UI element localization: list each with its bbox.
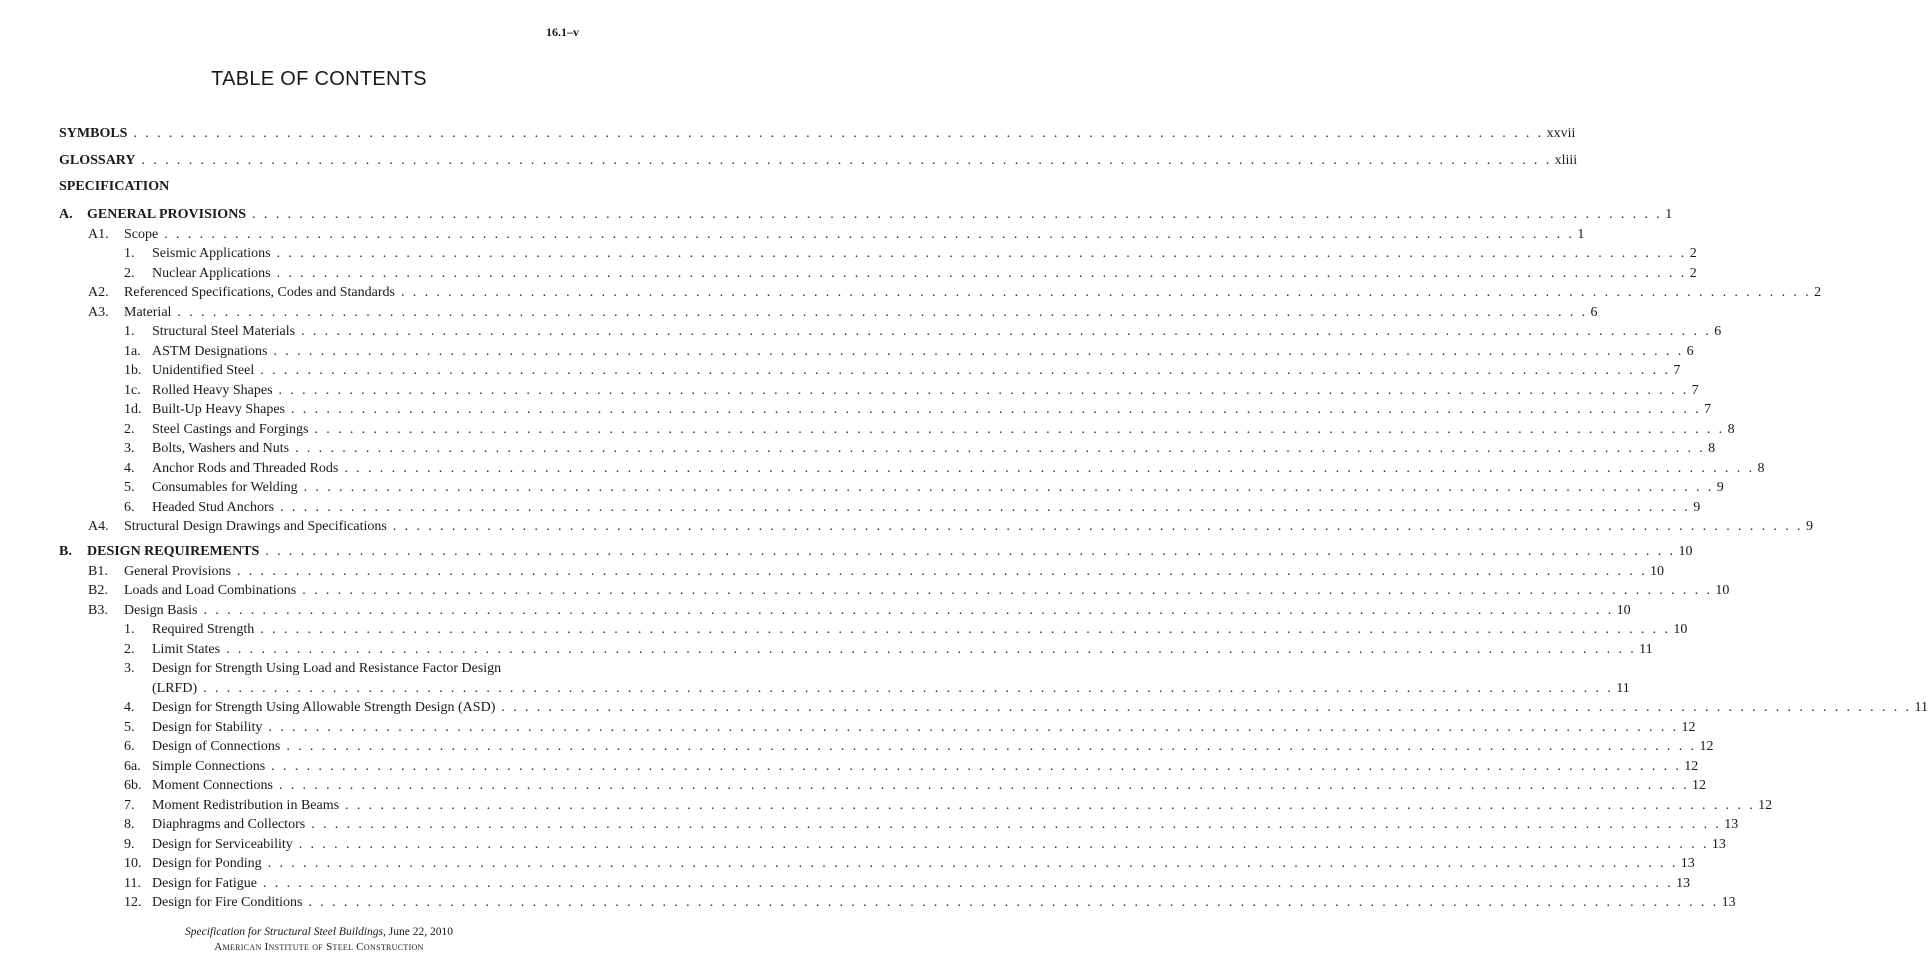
entry-title: Unidentified Steel: [152, 363, 255, 378]
entry-title: ASTM Designations: [152, 343, 268, 359]
dot-leader: . . . . . . . . . . . . . . . . . . . . . . . . . . . . . . . . . . . . . . . . . . . . . . . . . . . . . . . . . . . . . . . . . . . . . . . . . . . . . . . . . . . . . . . . . . . . . . . . . . . . . . . . . . . . . . . . . . . . . . . .: [226, 641, 1637, 657]
entry-title: Material: [124, 304, 172, 320]
entry-title: Built-Up Heavy Shapes: [152, 402, 285, 417]
dot-leader: . . . . . . . . . . . . . . . . . . . . . . . . . . . . . . . . . . . . . . . . . . . . . . . . . . . . . . . . . . . . . . . . . . . . . . . . . . . . . . . . . . . . . . . . . . . . . . . . . . . . . . . . . . . . . . . . . . . . . . . .: [290, 402, 1702, 417]
toc-entry: [0, 439, 1716, 458]
dot-leader: . . . . . . . . . . . . . . . . . . . . . . . . . . . . . . . . . . . . . . . . . . . . . . . . . . . . . . . . . . . . . . . . . . . . . . . . . . . . . . . . . . . . . . . . . . . . . . . . . . . . . . . . . . . . . . . . . . . . . . . .: [271, 758, 1682, 774]
dot-leader: . . . . . . . . . . . . . . . . . . . . . . . . . . . . . . . . . . . . . . . . . . . . . . . . . . . . . . . . . . . . . . . . . . . . . . . . . . . . . . . . . . . . . . . . . . . . . . . . . . . . . . . . . . . . . . . . . . . . . . . .: [252, 207, 1663, 222]
toc-entry: [0, 381, 1699, 400]
entry-page: 10: [1678, 544, 1693, 559]
entry-number: A2.: [88, 285, 109, 300]
dot-leader: . . . . . . . . . . . . . . . . . . . . . . . . . . . . . . . . . . . . . . . . . . . . . . . . . . . . . . . . . . . . . . . . . . . . . . . . . . . . . . . . . . . . . . . . . . . . . . . . . . . . . . . . . . . . . . . . . . . . . . . .: [276, 265, 1687, 281]
dot-leader: . . . . . . . . . . . . . . . . . . . . . . . . . . . . . . . . . . . . . . . . . . . . . . . . . . . . . . . . . . . . . . . . . . . . . . . . . . . . . . . . . . . . . . . . . . . . . . . . . . . . . . . . . . . . . . . . . . . . . . . .: [236, 563, 1648, 579]
entry-number: 11.: [124, 875, 141, 891]
toc-entry: [0, 874, 1691, 893]
toc-entry: [0, 620, 1688, 639]
specification-heading: [0, 177, 638, 196]
toc-entry: [0, 322, 1722, 341]
toc-entry: [0, 244, 1697, 263]
entry-page: 11: [1616, 680, 1630, 696]
entry-title: SPECIFICATION: [59, 179, 170, 194]
entry-title: Structural Steel Materials: [152, 324, 296, 339]
entry-title: Diaphragms and Collectors: [152, 817, 306, 832]
dot-leader: . . . . . . . . . . . . . . . . . . . . . . . . . . . . . . . . . . . . . . . . . . . . . . . . . . . . . . . . . . . . . . . . . . . . . . . . . . . . . . . . . . . . . . . . . . . . . . . . . . . . . . . . . . . . . . . . . . . . . . . .: [344, 460, 1755, 476]
toc-entry: [0, 498, 1701, 517]
dot-leader: . . . . . . . . . . . . . . . . . . . . . . . . . . . . . . . . . . . . . . . . . . . . . . . . . . . . . . . . . . . . . . . . . . . . . . . . . . . . . . . . . . . . . . . . . . . . . . . . . . . . . . . . . . . . . . . . . . . . . . . .: [141, 153, 1552, 168]
entry-number: 10.: [124, 856, 142, 871]
entry-number: 3.: [124, 661, 135, 676]
toc-entry-b1: [0, 562, 1665, 581]
entry-page: 12: [1692, 778, 1707, 793]
entry-title: Moment Redistribution in Beams: [152, 797, 340, 813]
entry-title: Nuclear Applications: [152, 265, 271, 281]
entry-page: 10: [1673, 622, 1688, 637]
entry-page: 8: [1757, 460, 1765, 476]
entry-title: Design for Ponding: [152, 856, 262, 871]
entry-title: SYMBOLS: [59, 126, 128, 141]
entry-page: 7: [1673, 363, 1681, 378]
entry-title: Design for Strength Using Allowable Strength Design (ASD): [152, 700, 496, 715]
entry-page: 1: [1665, 207, 1673, 222]
toc-entry-a4: [0, 517, 1813, 536]
entry-title: Rolled Heavy Shapes: [152, 382, 273, 398]
dot-leader: . . . . . . . . . . . . . . . . . . . . . . . . . . . . . . . . . . . . . . . . . . . . . . . . . . . . . . . . . . . . . . . . . . . . . . . . . . . . . . . . . . . . . . . . . . . . . . . . . . . . . . . . . . . . . . . . . . . . . . . .: [278, 382, 1689, 398]
entry-page: 8: [1727, 421, 1735, 437]
toc-entry: [0, 361, 1681, 380]
entry-page: 2: [1689, 265, 1697, 281]
footer-publisher: [0, 941, 638, 953]
entry-page: 8: [1708, 441, 1716, 456]
dot-leader: . . . . . . . . . . . . . . . . . . . . . . . . . . . . . . . . . . . . . . . . . . . . . . . . . . . . . . . . . . . . . . . . . . . . . . . . . . . . . . . . . . . . . . . . . . . . . . . . . . . . . . . . . . . . . . . . . . . . . . . .: [501, 700, 1912, 715]
dot-leader: . . . . . . . . . . . . . . . . . . . . . . . . . . . . . . . . . . . . . . . . . . . . . . . . . . . . . . . . . . . . . . . . . . . . . . . . . . . . . . . . . . . . . . . . . . . . . . . . . . . . . . . . . . . . . . . . . . . . . . . .: [267, 856, 1678, 871]
entry-number: B3.: [88, 602, 108, 618]
entry-number: B2.: [88, 583, 108, 598]
dot-leader: . . . . . . . . . . . . . . . . . . . . . . . . . . . . . . . . . . . . . . . . . . . . . . . . . . . . . . . . . . . . . . . . . . . . . . . . . . . . . . . . . . . . . . . . . . . . . . . . . . . . . . . . . . . . . . . . . . . . . . . .: [177, 304, 1588, 320]
entry-number: 1b.: [124, 363, 142, 378]
dot-leader: . . . . . . . . . . . . . . . . . . . . . . . . . . . . . . . . . . . . . . . . . . . . . . . . . . . . . . . . . . . . . . . . . . . . . . . . . . . . . . . . . . . . . . . . . . . . . . . . . . . . . . . . . . . . . . . . . . . . . . . .: [260, 363, 1671, 378]
entry-title: Scope: [124, 226, 159, 242]
dot-leader: . . . . . . . . . . . . . . . . . . . . . . . . . . . . . . . . . . . . . . . . . . . . . . . . . . . . . . . . . . . . . . . . . . . . . . . . . . . . . . . . . . . . . . . . . . . . . . . . . . . . . . . . . . . . . . . . . . . . . . . .: [295, 441, 1706, 456]
entry-page: 13: [1724, 817, 1739, 832]
entry-page: 11: [1914, 700, 1928, 715]
entry-title: Seismic Applications: [152, 246, 271, 261]
entry-number: 12.: [124, 895, 142, 910]
dot-leader: . . . . . . . . . . . . . . . . . . . . . . . . . . . . . . . . . . . . . . . . . . . . . . . . . . . . . . . . . . . . . . . . . . . . . . . . . . . . . . . . . . . . . . . . . . . . . . . . . . . . . . . . . . . . . . . . . . . . . . . .: [164, 226, 1575, 242]
dot-leader: . . . . . . . . . . . . . . . . . . . . . . . . . . . . . . . . . . . . . . . . . . . . . . . . . . . . . . . . . . . . . . . . . . . . . . . . . . . . . . . . . . . . . . . . . . . . . . . . . . . . . . . . . . . . . . . . . . . . . . . .: [345, 797, 1756, 813]
dot-leader: . . . . . . . . . . . . . . . . . . . . . . . . . . . . . . . . . . . . . . . . . . . . . . . . . . . . . . . . . . . . . . . . . . . . . . . . . . . . . . . . . . . . . . . . . . . . . . . . . . . . . . . . . . . . . . . . . . . . . . . .: [280, 499, 1691, 515]
dot-leader: . . . . . . . . . . . . . . . . . . . . . . . . . . . . . . . . . . . . . . . . . . . . . . . . . . . . . . . . . . . . . . . . . . . . . . . . . . . . . . . . . . . . . . . . . . . . . . . . . . . . . . . . . . . . . . . . . . . . . . . .: [276, 246, 1687, 261]
entry-number: 2.: [124, 421, 135, 437]
toc-entry: [0, 478, 1724, 497]
toc-entry: [0, 796, 1773, 815]
toc-entry-b3: [0, 601, 1631, 620]
page-title: TABLE OF CONTENTS: [211, 68, 427, 90]
entry-title: Loads and Load Combinations: [124, 583, 297, 598]
entry-number: A3.: [88, 304, 109, 320]
entry-number: B.: [59, 544, 72, 559]
toc-entry-a3: [0, 303, 1598, 322]
dot-leader: . . . . . . . . . . . . . . . . . . . . . . . . . . . . . . . . . . . . . . . . . . . . . . . . . . . . . . . . . . . . . . . . . . . . . . . . . . . . . . . . . . . . . . . . . . . . . . . . . . . . . . . . . . . . . . . . . . . . . . . .: [311, 817, 1722, 832]
toc-entry: [0, 640, 1653, 659]
entry-title: Design for Stability: [152, 719, 263, 735]
dot-leader: . . . . . . . . . . . . . . . . . . . . . . . . . . . . . . . . . . . . . . . . . . . . . . . . . . . . . . . . . . . . . . . . . . . . . . . . . . . . . . . . . . . . . . . . . . . . . . . . . . . . . . . . . . . . . . . . . . . . . . . .: [286, 739, 1697, 754]
entry-title: GLOSSARY: [59, 153, 136, 168]
dot-leader: . . . . . . . . . . . . . . . . . . . . . . . . . . . . . . . . . . . . . . . . . . . . . . . . . . . . . . . . . . . . . . . . . . . . . . . . . . . . . . . . . . . . . . . . . . . . . . . . . . . . . . . . . . . . . . . . . . . . . . . .: [298, 836, 1709, 852]
toc-entry: [0, 835, 1726, 854]
entry-number: 3.: [124, 441, 135, 456]
entry-page: 12: [1758, 797, 1773, 813]
dot-leader: . . . . . . . . . . . . . . . . . . . . . . . . . . . . . . . . . . . . . . . . . . . . . . . . . . . . . . . . . . . . . . . . . . . . . . . . . . . . . . . . . . . . . . . . . . . . . . . . . . . . . . . . . . . . . . . . . . . . . . . .: [265, 544, 1676, 559]
entry-page: 2: [1814, 285, 1822, 300]
entry-page: 9: [1716, 480, 1724, 495]
dot-leader: . . . . . . . . . . . . . . . . . . . . . . . . . . . . . . . . . . . . . . . . . . . . . . . . . . . . . . . . . . . . . . . . . . . . . . . . . . . . . . . . . . . . . . . . . . . . . . . . . . . . . . . . . . . . . . . . . . . . . . . .: [262, 875, 1674, 891]
entry-title: Required Strength: [152, 622, 255, 637]
entry-title: Simple Connections: [152, 758, 266, 774]
entry-title: Structural Design Drawings and Specifications: [124, 519, 387, 534]
entry-number: 1.: [124, 324, 135, 339]
entry-number: 6a.: [124, 758, 141, 774]
entry-page: xliii: [1554, 153, 1578, 168]
entry-page: 9: [1805, 519, 1813, 534]
entry-title: Design Basis: [124, 602, 198, 618]
toc-entry: [0, 342, 1694, 361]
entry-page: 12: [1699, 739, 1714, 754]
entry-page: 13: [1680, 856, 1695, 871]
entry-number: 1.: [124, 622, 135, 637]
entry-number: A.: [59, 207, 73, 222]
entry-title: (LRFD): [152, 680, 198, 696]
entry-number: 1a.: [124, 343, 141, 359]
entry-number: 7.: [124, 797, 135, 813]
section-b-heading: [0, 542, 1693, 561]
entry-page: 6: [1714, 324, 1722, 339]
dot-leader: . . . . . . . . . . . . . . . . . . . . . . . . . . . . . . . . . . . . . . . . . . . . . . . . . . . . . . . . . . . . . . . . . . . . . . . . . . . . . . . . . . . . . . . . . . . . . . . . . . . . . . . . . . . . . . . . . . . . . . . .: [203, 680, 1614, 696]
toc-entry: [0, 698, 1928, 717]
toc-entry-a2: [0, 283, 1822, 302]
dot-leader: . . . . . . . . . . . . . . . . . . . . . . . . . . . . . . . . . . . . . . . . . . . . . . . . . . . . . . . . . . . . . . . . . . . . . . . . . . . . . . . . . . . . . . . . . . . . . . . . . . . . . . . . . . . . . . . . . . . . . . . .: [392, 519, 1803, 534]
entry-page: 6: [1686, 343, 1694, 359]
dot-leader: . . . . . . . . . . . . . . . . . . . . . . . . . . . . . . . . . . . . . . . . . . . . . . . . . . . . . . . . . . . . . . . . . . . . . . . . . . . . . . . . . . . . . . . . . . . . . . . . . . . . . . . . . . . . . . . . . . . . . . . .: [203, 602, 1614, 618]
toc-entry-symbols: [0, 124, 1576, 143]
entry-number: 5.: [124, 719, 135, 735]
publisher-name: American Institute of Steel Construction: [214, 941, 424, 953]
entry-page: 11: [1639, 641, 1653, 657]
toc-entry: [0, 757, 1699, 776]
entry-page: 12: [1684, 758, 1699, 774]
entry-title: Design for Fatigue: [152, 875, 257, 891]
entry-page: 7: [1704, 402, 1712, 417]
dot-leader: . . . . . . . . . . . . . . . . . . . . . . . . . . . . . . . . . . . . . . . . . . . . . . . . . . . . . . . . . . . . . . . . . . . . . . . . . . . . . . . . . . . . . . . . . . . . . . . . . . . . . . . . . . . . . . . . . . . . . . . .: [302, 583, 1713, 598]
toc-entry: [0, 854, 1695, 873]
entry-number: 1.: [124, 246, 135, 261]
entry-number: 8.: [124, 817, 135, 832]
toc-entry-a1: [0, 225, 1585, 244]
entry-title: General Provisions: [124, 563, 231, 579]
toc-entry-glossary: [0, 151, 1578, 170]
entry-title: Anchor Rods and Threaded Rods: [152, 460, 339, 476]
dot-leader: . . . . . . . . . . . . . . . . . . . . . . . . . . . . . . . . . . . . . . . . . . . . . . . . . . . . . . . . . . . . . . . . . . . . . . . . . . . . . . . . . . . . . . . . . . . . . . . . . . . . . . . . . . . . . . . . . . . . . . . .: [268, 719, 1679, 735]
dot-leader: . . . . . . . . . . . . . . . . . . . . . . . . . . . . . . . . . . . . . . . . . . . . . . . . . . . . . . . . . . . . . . . . . . . . . . . . . . . . . . . . . . . . . . . . . . . . . . . . . . . . . . . . . . . . . . . . . . . . . . . .: [400, 285, 1812, 300]
entry-page: 10: [1650, 563, 1665, 579]
entry-page: 13: [1711, 836, 1726, 852]
footer-date: June 22, 2010: [388, 926, 453, 938]
entry-number: A4.: [88, 519, 109, 534]
toc-entry: [0, 737, 1714, 756]
toc-entry: [0, 459, 1765, 478]
entry-number: 2.: [124, 265, 135, 281]
toc-entry: [0, 815, 1739, 834]
dot-leader: . . . . . . . . . . . . . . . . . . . . . . . . . . . . . . . . . . . . . . . . . . . . . . . . . . . . . . . . . . . . . . . . . . . . . . . . . . . . . . . . . . . . . . . . . . . . . . . . . . . . . . . . . . . . . . . . . . . . . . . .: [273, 343, 1684, 359]
entry-page: 12: [1681, 719, 1696, 735]
entry-title: Moment Connections: [152, 778, 273, 793]
entry-title: Design for Fire Conditions: [152, 895, 303, 910]
entry-page: 10: [1616, 602, 1631, 618]
entry-number: 6.: [124, 499, 135, 515]
entry-title: Design for Strength Using Load and Resistance Factor Design: [152, 661, 502, 676]
footer-citation: [0, 926, 638, 938]
toc-entry: [0, 264, 1697, 283]
toc-entry: [0, 400, 1712, 419]
toc-entry: [0, 776, 1707, 795]
entry-page: 1: [1577, 226, 1585, 242]
dot-leader: . . . . . . . . . . . . . . . . . . . . . . . . . . . . . . . . . . . . . . . . . . . . . . . . . . . . . . . . . . . . . . . . . . . . . . . . . . . . . . . . . . . . . . . . . . . . . . . . . . . . . . . . . . . . . . . . . . . . . . . .: [260, 622, 1671, 637]
toc-entry-b2: [0, 581, 1730, 600]
dot-leader: . . . . . . . . . . . . . . . . . . . . . . . . . . . . . . . . . . . . . . . . . . . . . . . . . . . . . . . . . . . . . . . . . . . . . . . . . . . . . . . . . . . . . . . . . . . . . . . . . . . . . . . . . . . . . . . . . . . . . . . .: [301, 324, 1712, 339]
footer-document-title: Specification for Structural Steel Buildings,: [184, 926, 386, 938]
dot-leader: . . . . . . . . . . . . . . . . . . . . . . . . . . . . . . . . . . . . . . . . . . . . . . . . . . . . . . . . . . . . . . . . . . . . . . . . . . . . . . . . . . . . . . . . . . . . . . . . . . . . . . . . . . . . . . . . . . . . . . . .: [133, 126, 1544, 141]
entry-number: B1.: [88, 563, 108, 579]
entry-number: A1.: [88, 226, 109, 242]
entry-title: Steel Castings and Forgings: [152, 421, 309, 437]
entry-number: 6.: [124, 739, 135, 754]
entry-title: Limit States: [152, 641, 221, 657]
entry-title: Design of Connections: [152, 739, 281, 754]
dot-leader: . . . . . . . . . . . . . . . . . . . . . . . . . . . . . . . . . . . . . . . . . . . . . . . . . . . . . . . . . . . . . . . . . . . . . . . . . . . . . . . . . . . . . . . . . . . . . . . . . . . . . . . . . . . . . . . . . . . . . . . .: [314, 421, 1725, 437]
entry-page: 6: [1590, 304, 1598, 320]
entry-page: 13: [1676, 875, 1691, 891]
entry-page: xxvii: [1546, 126, 1576, 141]
entry-title: DESIGN REQUIREMENTS: [87, 544, 260, 559]
page-number: 16.1–v: [546, 25, 579, 39]
section-a-heading: [0, 205, 1673, 224]
toc-entry: [0, 893, 1736, 912]
entry-page: 7: [1691, 382, 1699, 398]
entry-number: 4.: [124, 700, 135, 715]
toc-entry: [0, 679, 1630, 698]
entry-page: 2: [1689, 246, 1697, 261]
toc-entry: [0, 420, 1735, 439]
toc-entry: [0, 718, 1696, 737]
entry-page: 10: [1715, 583, 1730, 598]
toc-entry: [0, 659, 638, 678]
entry-number: 1d.: [124, 402, 142, 417]
entry-number: 4.: [124, 460, 135, 476]
entry-page: 9: [1693, 499, 1701, 515]
entry-title: Bolts, Washers and Nuts: [152, 441, 290, 456]
entry-page: 13: [1721, 895, 1736, 910]
entry-number: 9.: [124, 836, 135, 852]
entry-title: Design for Serviceability: [152, 836, 293, 852]
entry-title: GENERAL PROVISIONS: [87, 207, 247, 222]
dot-leader: . . . . . . . . . . . . . . . . . . . . . . . . . . . . . . . . . . . . . . . . . . . . . . . . . . . . . . . . . . . . . . . . . . . . . . . . . . . . . . . . . . . . . . . . . . . . . . . . . . . . . . . . . . . . . . . . . . . . . . . .: [303, 480, 1714, 495]
entry-title: Consumables for Welding: [152, 480, 298, 495]
dot-leader: . . . . . . . . . . . . . . . . . . . . . . . . . . . . . . . . . . . . . . . . . . . . . . . . . . . . . . . . . . . . . . . . . . . . . . . . . . . . . . . . . . . . . . . . . . . . . . . . . . . . . . . . . . . . . . . . . . . . . . . .: [308, 895, 1719, 910]
entry-number: 5.: [124, 480, 135, 495]
entry-number: 6b.: [124, 778, 142, 793]
entry-number: 1c.: [124, 382, 141, 398]
dot-leader: . . . . . . . . . . . . . . . . . . . . . . . . . . . . . . . . . . . . . . . . . . . . . . . . . . . . . . . . . . . . . . . . . . . . . . . . . . . . . . . . . . . . . . . . . . . . . . . . . . . . . . . . . . . . . . . . . . . . . . . .: [278, 778, 1690, 793]
entry-number: 2.: [124, 641, 135, 657]
entry-title: Referenced Specifications, Codes and Standards: [124, 285, 395, 300]
entry-title: Headed Stud Anchors: [152, 499, 275, 515]
